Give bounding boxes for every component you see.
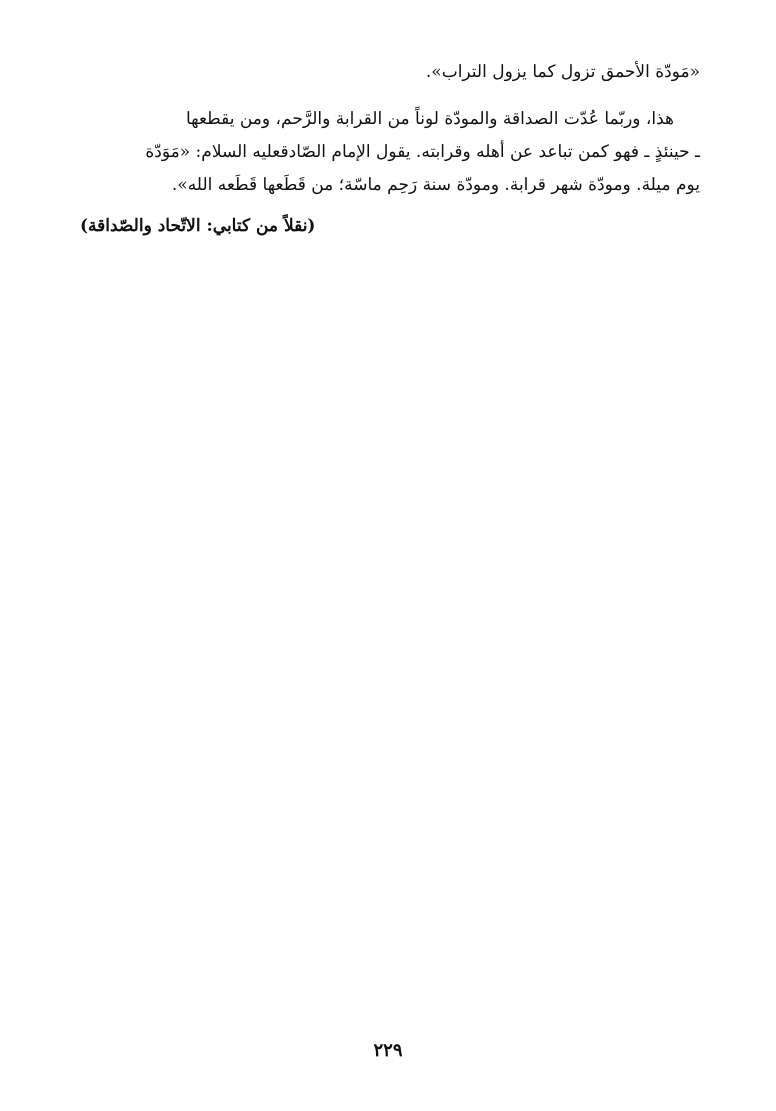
quote-end-line: «مَودّة الأحمق تزول كما يزول التراب». — [425, 62, 700, 82]
paragraph-line: يوم ميلة. ومودّة شهر قرابة. ومودّة سنة رَحِم ماسّة؛ من قَطَعها قَطَعه الله». — [171, 175, 700, 195]
page-number: ٢٢٩ — [373, 1040, 403, 1061]
main-paragraph — [78, 103, 700, 202]
paragraph-line: هذا، وربّما عُدّت الصداقة والمودّة لوناً من القرابة والرَّحم، ومن يقطعها — [185, 109, 674, 129]
source-citation: (نقلاً من كتابي: الاتّحاد والصّداقة) — [80, 216, 316, 236]
page-body — [78, 56, 700, 243]
paragraph-line: ـ حينئذٍ ـ فهو كمن تباعد عن أهله وقرابته. يقول الإمام الصّادقعليه السلام: «مَوَدّة — [145, 142, 700, 162]
